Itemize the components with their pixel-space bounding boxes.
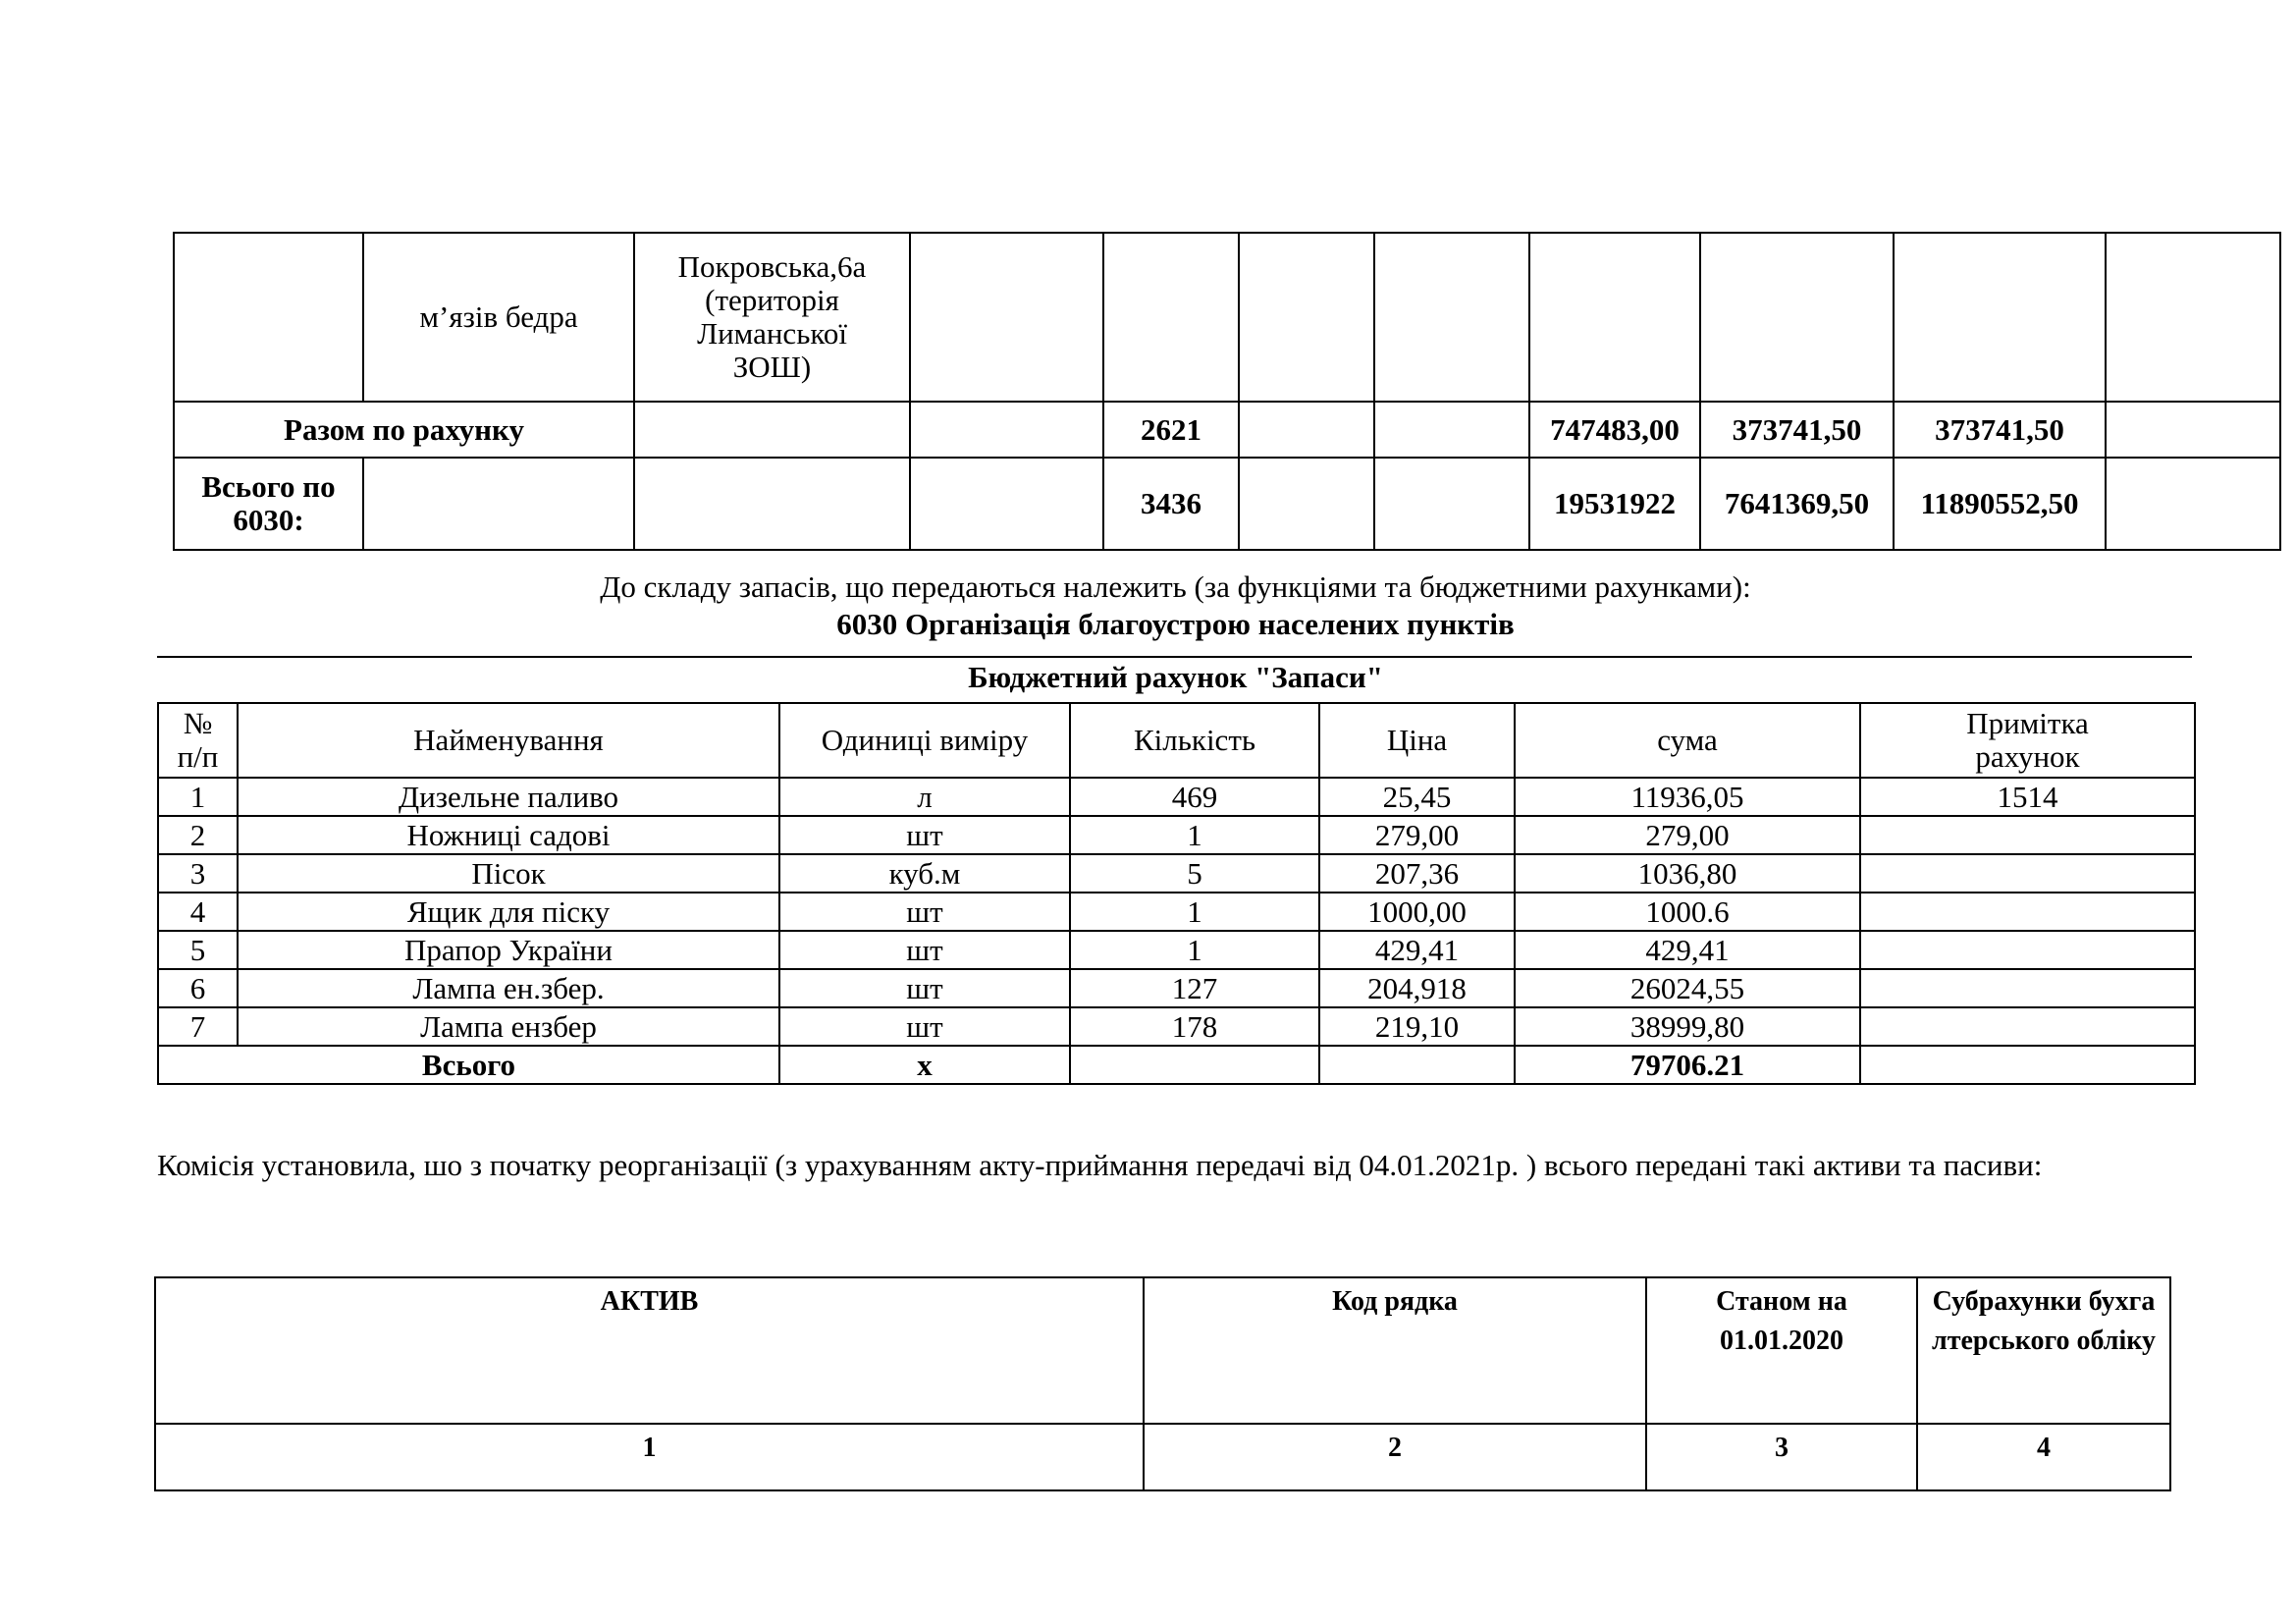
vsogo-v3: 11890552,50 — [1894, 458, 2106, 550]
column-header: Одиниці виміру — [779, 703, 1070, 778]
column-header: Станом на 01.01.2020 — [1646, 1277, 1917, 1424]
table-row — [174, 233, 2280, 402]
razom-label: Разом по рахунку — [174, 402, 634, 458]
table-cell — [1239, 233, 1374, 402]
column-header: Кількість — [1070, 703, 1319, 778]
column-header: Ціна — [1319, 703, 1515, 778]
table-total-row — [158, 1046, 2195, 1084]
section-caption: До складу запасів, що передаються належить (за функціями та бюджетними рахунками): — [600, 569, 1751, 604]
razom-qty: 2621 — [1103, 402, 1239, 458]
razom-v2: 373741,50 — [1700, 402, 1894, 458]
table-cell — [174, 233, 363, 402]
table-cell — [910, 233, 1103, 402]
vsogo-label: Всього по 6030: — [174, 458, 363, 550]
budget-account-title: Бюджетний рахунок "Запаси" — [968, 660, 1383, 694]
column-header: № п/п — [158, 703, 238, 778]
razom-v3: 373741,50 — [1894, 402, 2106, 458]
table-row: 7 Лампа ензбер шт 178 219,10 38999,80 — [158, 1007, 2195, 1046]
column-header: Субрахунки бухгалтерського обліку — [1917, 1277, 2170, 1424]
table-cell — [2106, 233, 2280, 402]
razom-v1: 747483,00 — [1529, 402, 1700, 458]
table-row-vsogo — [174, 458, 2280, 550]
table-cell — [1700, 233, 1894, 402]
table-row: 1 Дизельне паливо л 469 25,45 11936,05 1514 — [158, 778, 2195, 816]
function-title: 6030 Організація благоустрою населених пунктів — [836, 607, 1515, 641]
column-header: Примітка рахунок — [1860, 703, 2195, 778]
vsogo-v1: 19531922 — [1529, 458, 1700, 550]
column-number-row: 1 2 3 4 — [155, 1424, 2170, 1490]
inventory-table — [157, 702, 2196, 1085]
column-header: АКТИВ — [155, 1277, 1144, 1424]
table-cell — [1529, 233, 1700, 402]
column-header: Найменування — [238, 703, 779, 778]
table-row: 4 Ящик для піску шт 1 1000,00 1000.6 — [158, 893, 2195, 931]
total-sum: 79706.21 — [1515, 1046, 1860, 1084]
table-row: 5 Прапор України шт 1 429,41 429,41 — [158, 931, 2195, 969]
table-cell — [1894, 233, 2106, 402]
table-row-razom — [174, 402, 2280, 458]
total-unit: x — [779, 1046, 1070, 1084]
vsogo-qty: 3436 — [1103, 458, 1239, 550]
table-header-row — [158, 703, 2195, 778]
vsogo-v2: 7641369,50 — [1700, 458, 1894, 550]
table-cell — [1103, 233, 1239, 402]
divider — [157, 656, 2192, 658]
table-header-row — [155, 1277, 2170, 1424]
table-row: 6 Лампа ен.збер. шт 127 204,918 26024,55 — [158, 969, 2195, 1007]
commission-paragraph: Комісія установила, шо з початку реорганізації (з урахуванням акту-приймання передачі від 04.01.2021р. ) всього передані такі активи та пасиви: — [157, 1148, 2043, 1182]
table-cell — [1374, 233, 1529, 402]
table-row: 3 Пісок куб.м 5 207,36 1036,80 — [158, 854, 2195, 893]
accounts-table — [173, 232, 2281, 551]
total-label: Всього — [158, 1046, 779, 1084]
column-header: сума — [1515, 703, 1860, 778]
table-cell: Покровська,6а (територія Лиманської ЗОШ) — [634, 233, 910, 402]
assets-table — [154, 1276, 2171, 1491]
table-cell: м’язів бедра — [363, 233, 634, 402]
table-row: 2 Ножниці садові шт 1 279,00 279,00 — [158, 816, 2195, 854]
column-header: Код рядка — [1144, 1277, 1646, 1424]
